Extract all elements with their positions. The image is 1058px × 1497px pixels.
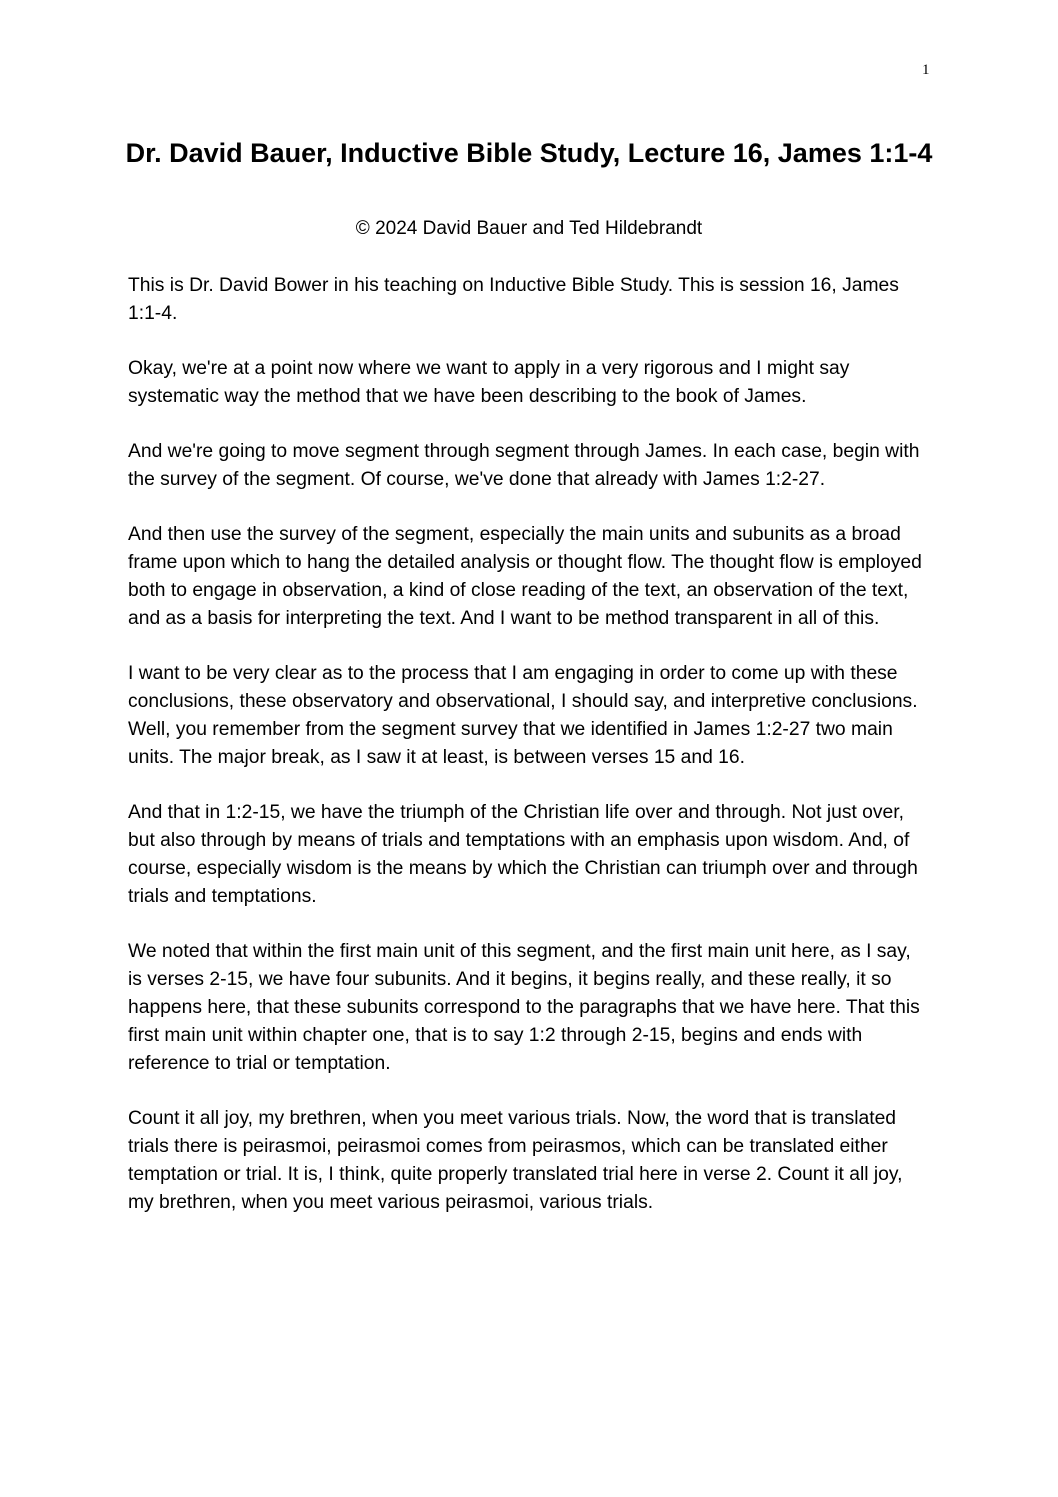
paragraph-3: And we're going to move segment through segment through James. In each case, begin with the survey of the segment. Of course, we've done that already with James 1:2-27. bbox=[128, 441, 920, 490]
copyright-line: © 2024 David Bauer and Ted Hildebrandt bbox=[355, 218, 703, 239]
paragraph-5: I want to be very clear as to the process that I am engaging in order to come up with these conclusions, these observatory and observational, I should say, and interpretive conclusions. Well, you remember from the segment survey that we identified in James 1:2-27 two main units. The major break, as I saw it at least, is between verses 15 and 16. bbox=[128, 663, 918, 768]
paragraph-7: We noted that within the first main unit of this segment, and the first main unit here, as I say, is verses 2-15, we have four subunits. And it begins, it begins really, and these really, it so happens here, that these subunits correspond to the paragraphs that we have here. That this first main unit within chapter one, that is to say 1:2 through 2-15, begins and ends with reference to trial or temptation. bbox=[128, 941, 920, 1074]
paragraph-2: Okay, we're at a point now where we want to apply in a very rigorous and I might say systematic way the method that we have been describing to the book of James. bbox=[128, 358, 850, 407]
page-number: 1 bbox=[922, 62, 930, 78]
paragraph-4: And then use the survey of the segment, especially the main units and subunits as a broad frame upon which to hang the detailed analysis or thought flow. The thought flow is employed both to engage in observation, a kind of close reading of the text, an observation of the text, and as a basis for interpreting the text. And I want to be method transparent in all of this. bbox=[128, 524, 922, 629]
paragraph-8: Count it all joy, my brethren, when you meet various trials. Now, the word that is translated trials there is peirasmoi, peirasmoi comes from peirasmos, which can be translated either temptation or trial. It is, I think, quite properly translated trial here in verse 2. Count it all joy, my brethren, when you meet various peirasmoi, various trials. bbox=[128, 1108, 903, 1213]
page-title: Dr. David Bauer, Inductive Bible Study, Lecture 16, James 1:1-4 bbox=[125, 138, 933, 168]
document-body bbox=[128, 272, 928, 1244]
paragraph-1: This is Dr. David Bower in his teaching on Inductive Bible Study. This is session 16, James 1:1-4. bbox=[128, 275, 899, 324]
paragraph-6: And that in 1:2-15, we have the triumph of the Christian life over and through. Not just over, but also through by means of trials and temptations with an emphasis upon wisdom. And, of course, especially wisdom is the means by which the Christian can triumph over and through trials and temptations. bbox=[128, 802, 918, 907]
